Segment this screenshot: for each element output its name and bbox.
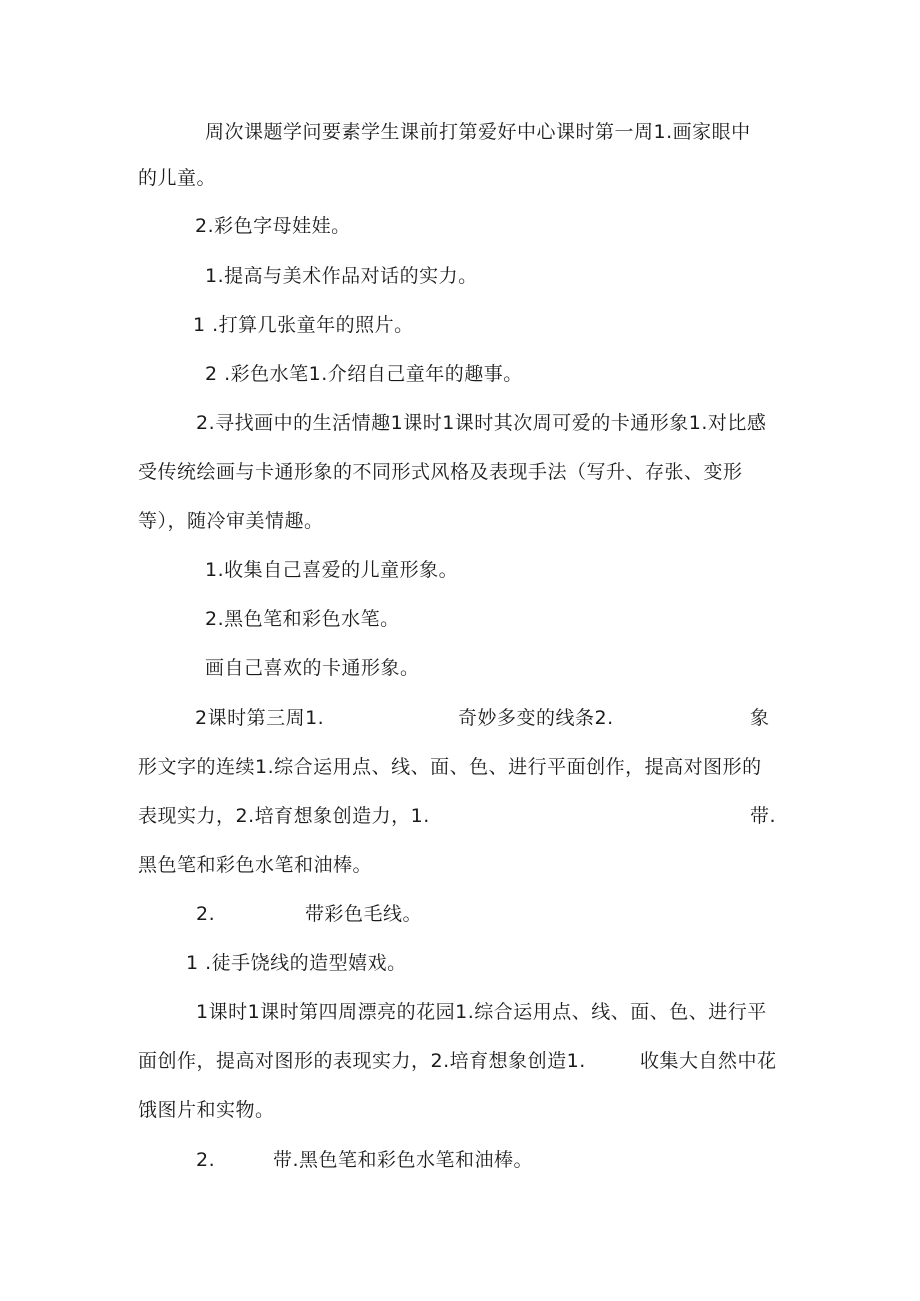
text-line: 表现实力，2.培育想象创造力，1. xyxy=(138,805,430,827)
text-line: 2 .彩色水笔1.介绍自己童年的趣事。 xyxy=(205,363,523,385)
text-line: 面创作，提高对图形的表现实力，2.培育想象创造1. xyxy=(138,1050,586,1072)
text-line: 的儿童。 xyxy=(138,167,217,189)
text-line: 2课时第三周1. xyxy=(195,707,325,729)
text-line: 2.彩色字母娃娃。 xyxy=(195,215,351,237)
text-line: 饿图片和实物。 xyxy=(138,1099,275,1121)
text-line: 1 .徒手饶线的造型嬉戏。 xyxy=(186,952,407,974)
text-line: 1课时1课时第四周漂亮的花园1.综合运用点、线、面、色、进行平 xyxy=(196,1001,767,1023)
text-line: 带彩色毛线。 xyxy=(305,903,423,925)
text-line: 奇妙多变的线条2. xyxy=(458,707,614,729)
text-line: 1.收集自己喜爱的儿童形象。 xyxy=(205,559,459,581)
text-line: 2.寻找画中的生活情趣1课时1课时其次周可爱的卡通形象1.对比感 xyxy=(196,412,767,434)
text-line: 象 xyxy=(750,707,770,729)
text-line: 形文字的连续1.综合运用点、线、面、色、进行平面创作，提高对图形的 xyxy=(138,756,762,778)
text-line: 1.提高与美术作品对话的实力。 xyxy=(205,265,478,287)
text-line: 2. xyxy=(196,1149,216,1171)
text-line: 带.黑色笔和彩色水笔和油棒。 xyxy=(273,1149,534,1171)
text-line: 周次课题学问要素学生课前打第爱好中心课时第一周1.画家眼中 xyxy=(205,121,751,143)
text-line: 2.黑色笔和彩色水笔。 xyxy=(205,608,400,630)
text-line: 等），随冷审美情趣。 xyxy=(138,510,324,532)
text-line: 画自己喜欢的卡通形象。 xyxy=(205,657,420,679)
text-line: 2. xyxy=(196,903,216,925)
text-line: 受传统绘画与卡通形象的不同形式风格及表现手法（写升、存张、变形 xyxy=(138,461,743,483)
text-line: 带. xyxy=(750,805,777,827)
text-line: 收集大自然中花 xyxy=(640,1050,777,1072)
text-line: 1 .打算几张童年的照片。 xyxy=(193,314,414,336)
text-line: 黑色笔和彩色水笔和油棒。 xyxy=(138,854,373,876)
